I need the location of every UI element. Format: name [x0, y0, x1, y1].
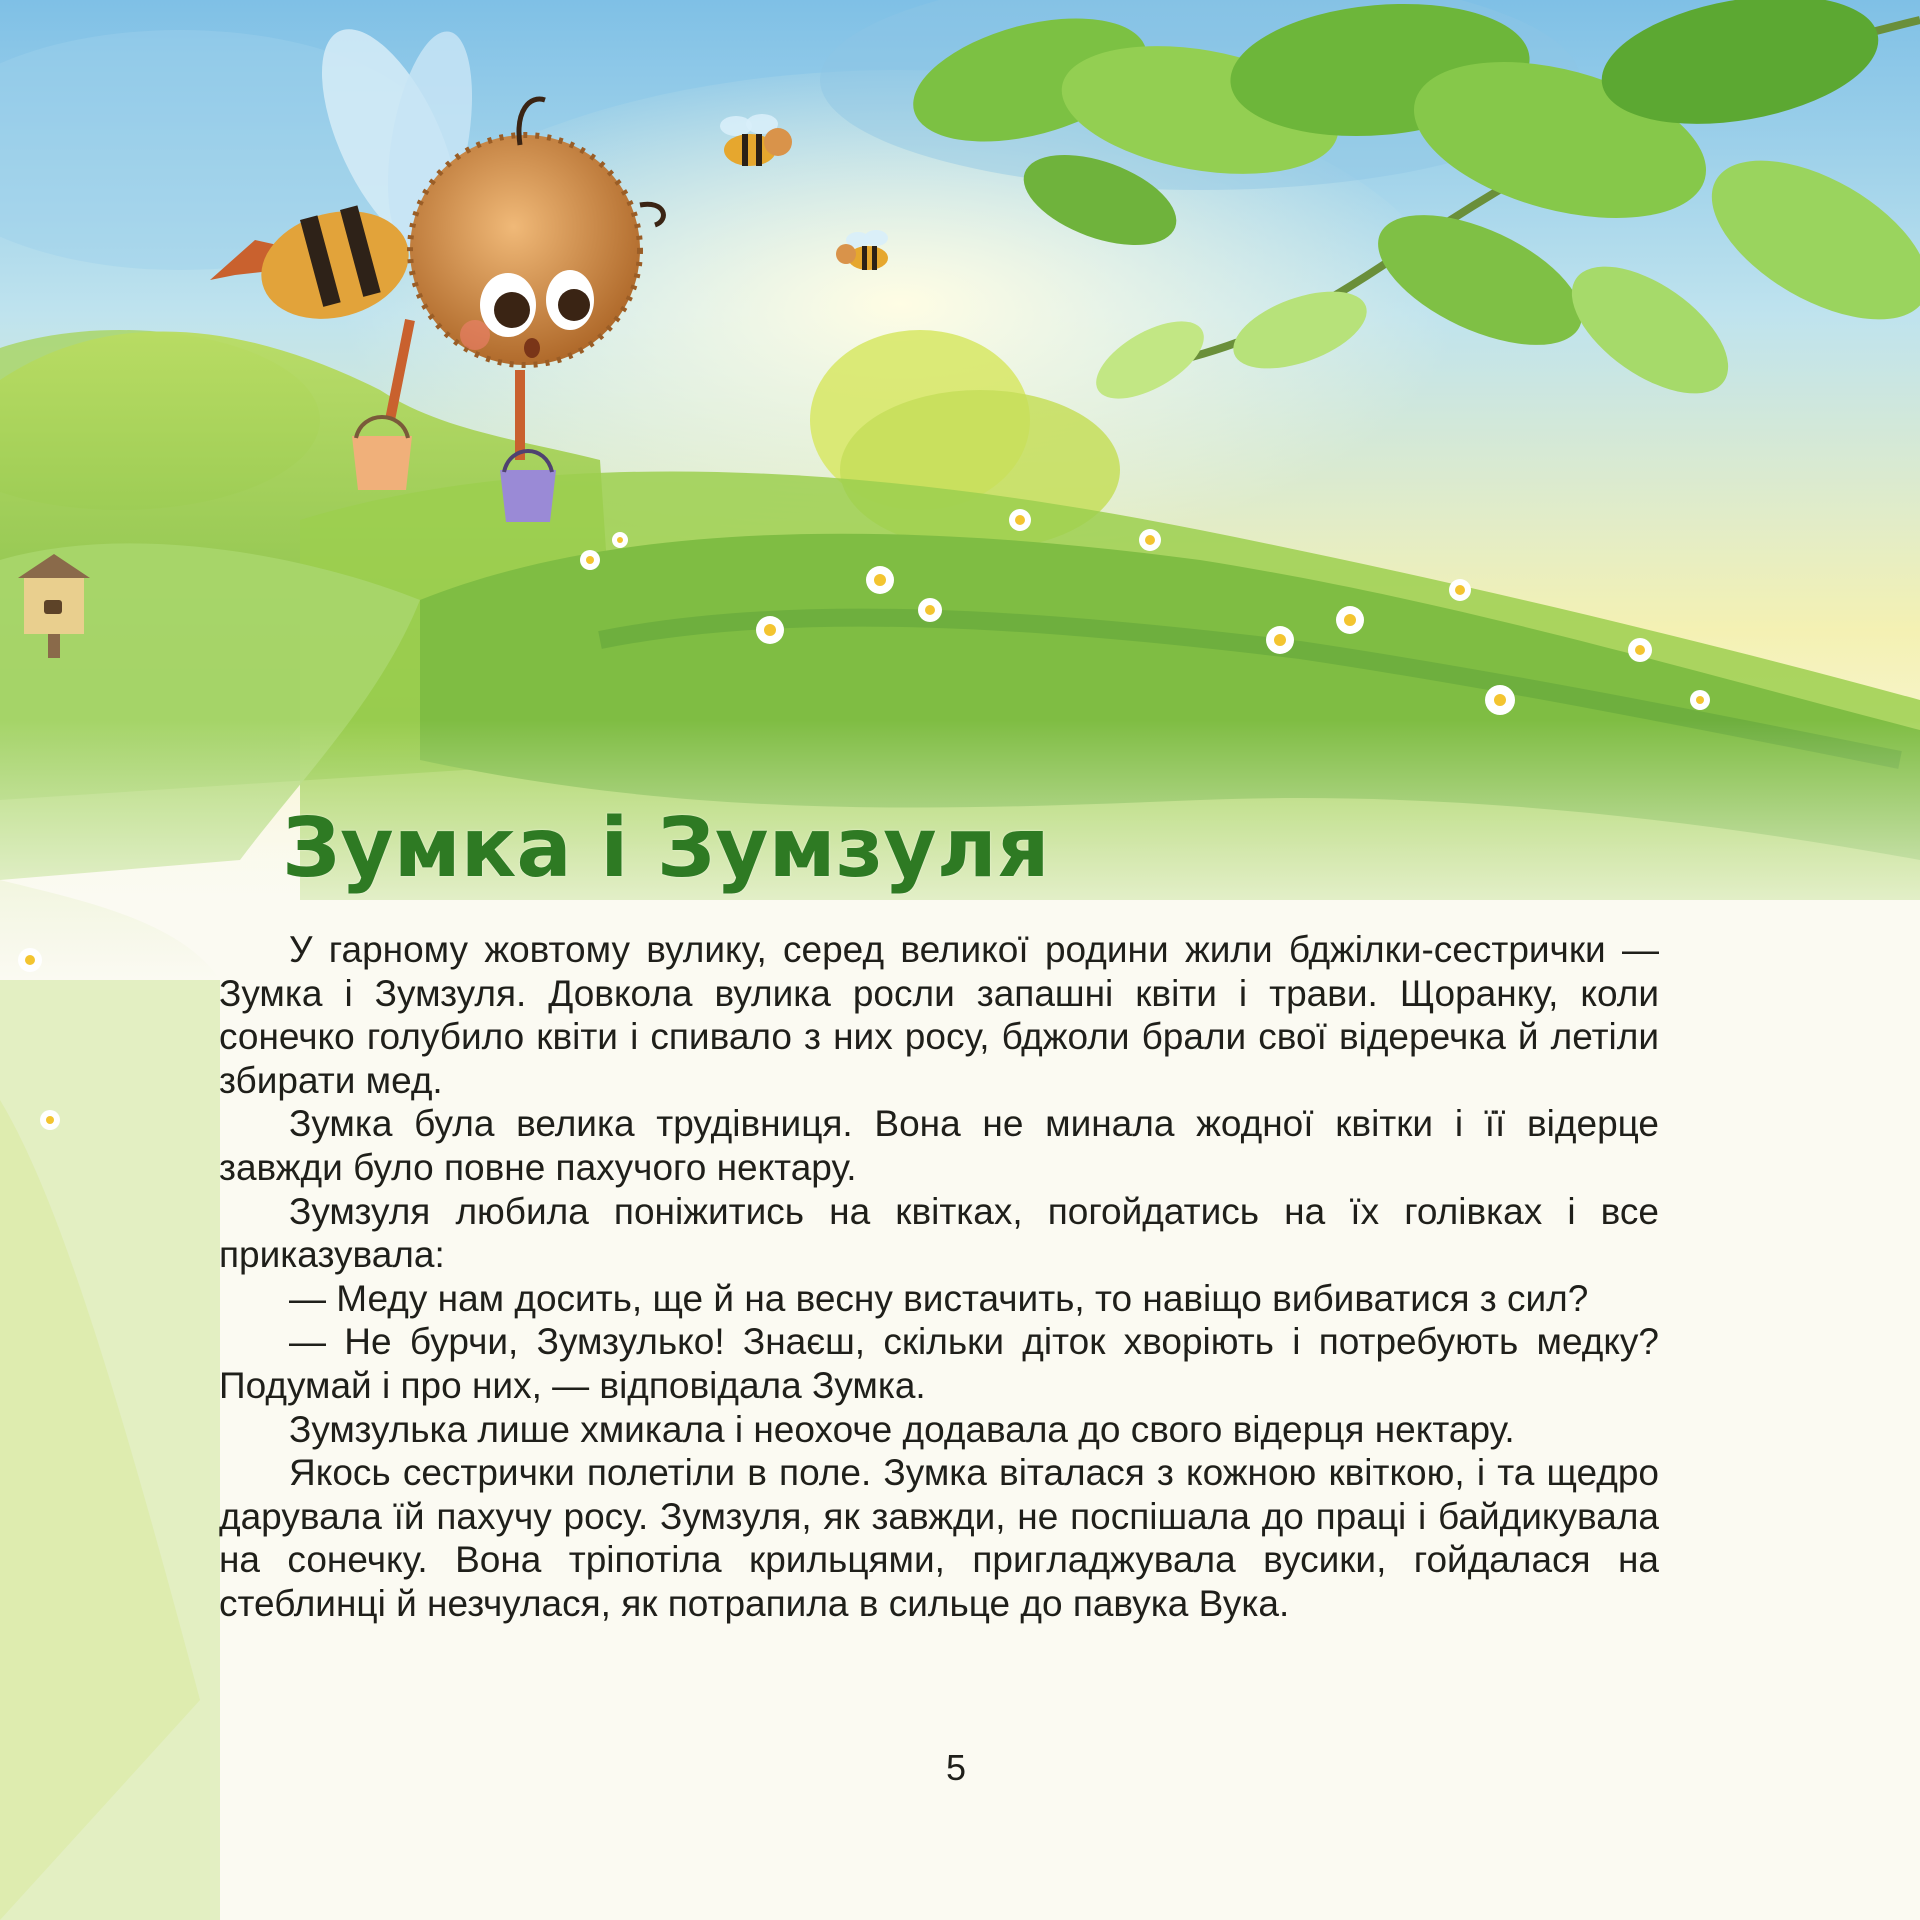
- story-text: [219, 928, 1659, 1626]
- story-title: Зумка і Зумзуля: [282, 801, 1050, 896]
- page-number: 5: [945, 1747, 967, 1788]
- paragraph: Зумзулька лише хмикала і неохоче додавала до свого відерця нектару.: [289, 1408, 1515, 1450]
- paragraph: У гарному жовтому вулику, серед великої родини жили бджілки-сестрички — Зумка і Зумзуля. Довкола вулика росли запашні квіти і трави. Щоранку, коли сонечко голубило квіти і спивало з них росу, бджоли брали свої відеречка й летіли збирати мед.: [219, 929, 1659, 1101]
- paragraph: Якось сестрички полетіли в поле. Зумка віталася з кожною квіткою, і та щедро дарувала їй пахучу росу. Зумзуля, як завжди, не поспішала до праці і байдикувала на сонечку. Вона тріпотіла крильцями, пригладжувала вусики, гойдалася на стеблинці й незчулася, як потрапила в сильце до павука Вука.: [219, 1452, 1659, 1624]
- paragraph: — Не бурчи, Зумзулько! Знаєш, скільки діток хворіють і потребують медку? Подумай і про них, — відповідала Зумка.: [219, 1321, 1659, 1406]
- bucket-purple: [500, 470, 556, 522]
- paragraph: Зумка була велика трудівниця. Вона не минала жодної квітки і її відерце завжди було повне пахучого нектару.: [219, 1103, 1659, 1188]
- paragraph: — Меду нам досить, ще й на весну вистачить, то навіщо вибиватися з сил?: [289, 1277, 1589, 1319]
- paragraph: Зумзуля любила поніжитись на квітках, погойдатись на їх голівках і все приказувала:: [219, 1190, 1659, 1276]
- bucket-orange: [352, 436, 412, 490]
